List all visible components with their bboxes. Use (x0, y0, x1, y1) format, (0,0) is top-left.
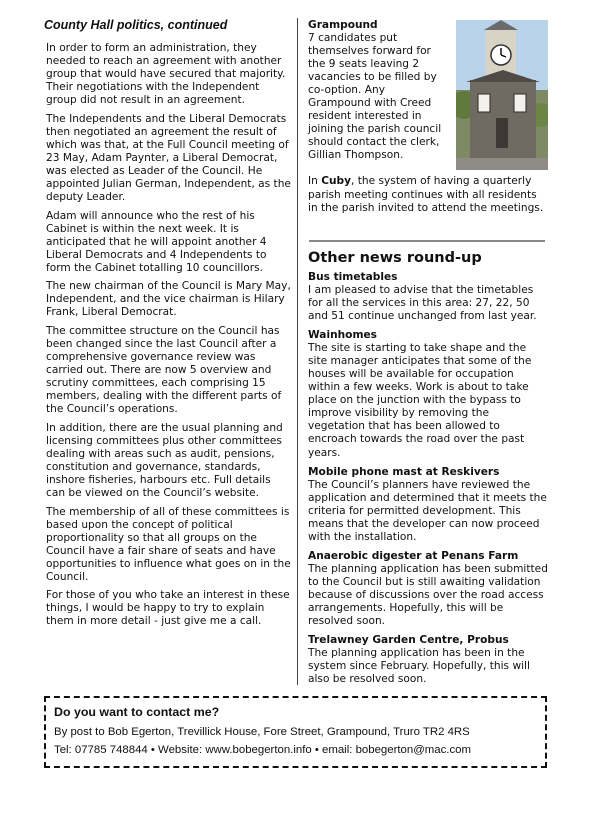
paragraph: The Independents and the Liberal Democrats then negotiated an agreement the result of which was that, at the Full Council meeting of 23 May, Adam Paynter, a Liberal Democrat, was elected as Leader of the Council. He appointed Julian German, Independent, as the deputy Leader. (46, 112, 291, 204)
news-list (308, 270, 548, 691)
news-heading: Bus timetables (308, 271, 398, 283)
paragraph: The membership of all of these committees is based upon the concept of political proportionality so that all groups on the Council have a fair share of seats and have opportunities to influence what goes on in the Council. (46, 505, 291, 583)
paragraph: For those of you who take an interest in these things, I would be happy to try to explain them in more detail - just give me a call. (46, 589, 290, 628)
left-column (44, 18, 292, 634)
column-divider (297, 18, 298, 685)
section-heading: County Hall politics, continued (44, 18, 228, 32)
contact-box (44, 696, 547, 768)
contact-address: By post to Bob Egerton, Trevillick House, Fore Street, Grampound, Truro TR2 4RS (54, 726, 470, 738)
grampound-text: 7 candidates put themselves forward for the 9 seats leaving 2 vacancies to be filled by co-option. Any Grampound with Creed resident interested in joining the parish council should contact the clerk, Gillian Thompson. (308, 32, 442, 162)
news-text: The planning application has been submitted to the Council but is still awaiting validation because of discussions over the road access arrangements. Hopefully, this will be resolved soon. (308, 562, 548, 627)
news-text: The planning application has been in the system since February. Hopefully, this will also be resolved soon. (308, 647, 530, 686)
news-text: I am pleased to advise that the timetables for all the services in this area: 27, 22, 50 and 51 continue unchanged from last year. (308, 284, 537, 323)
news-title: Other news round-up (308, 250, 482, 266)
cuby-rest: , the system of having a quarterly parish meeting continues with all residents in the parish invited to attend the meetings. (308, 175, 544, 214)
clock-tower-photo (456, 20, 548, 170)
paragraph: The new chairman of the Council is Mary May, Independent, and the vice chairman is Hilary Frank, Liberal Democrat. (46, 280, 291, 319)
news-text: The site is starting to take shape and the site manager anticipates that some of the houses will be available for occupation within a few weeks. Work is about to take place on the junction with the bypass to improve visibility by removing the vegetation that has been allowed to encroach towards the road over the past years. (308, 342, 532, 459)
news-heading: Mobile phone mast at Reskivers (308, 465, 500, 478)
cuby-text (308, 175, 548, 214)
paragraph: Adam will announce who the rest of his Cabinet is within the next week. It is anticipated that he will appoint another 4 Liberal Democrats and 4 Independents to form the Cabinet totalling 10 councillors. (46, 209, 267, 274)
contact-details: Tel: 07785 748844 • Website: www.bobegerton.info • email: bobegerton@mac.com (54, 744, 471, 756)
cuby-prefix: In (308, 175, 322, 188)
news-heading: Trelawney Garden Centre, Probus (308, 634, 509, 647)
news-heading: Anaerobic digester at Penans Farm (308, 549, 519, 562)
section-rule (309, 240, 545, 242)
paragraph: The committee structure on the Council has been changed since the last Council after a comprehensive governance review was carried out. There are now 5 overview and scrutiny committees, each comprising 15 members, dealing with the different parts of the Council’s operations. (46, 324, 282, 416)
contact-heading: Do you want to contact me? (54, 705, 220, 719)
news-text: The Council’s planners have reviewed the application and determined that it meets the criteria for permitted development. This means that the developer can now proceed with the installation. (308, 478, 547, 543)
grampound-heading: Grampound (308, 19, 378, 31)
cuby-name: Cuby (321, 175, 352, 188)
paragraph: In addition, there are the usual planning and licensing committees plus other committees dealing with areas such as audit, pensions, constitution and governance, standards, inshore fisheries, harbours etc. Full details can be viewed on the Council’s website. (46, 421, 283, 499)
news-heading: Wainhomes (308, 329, 377, 342)
paragraph: In order to form an administration, they needed to reach an agreement with another group that would have secured that majority. Their negotiations with the Independent group did not result in an agreement. (46, 42, 286, 107)
